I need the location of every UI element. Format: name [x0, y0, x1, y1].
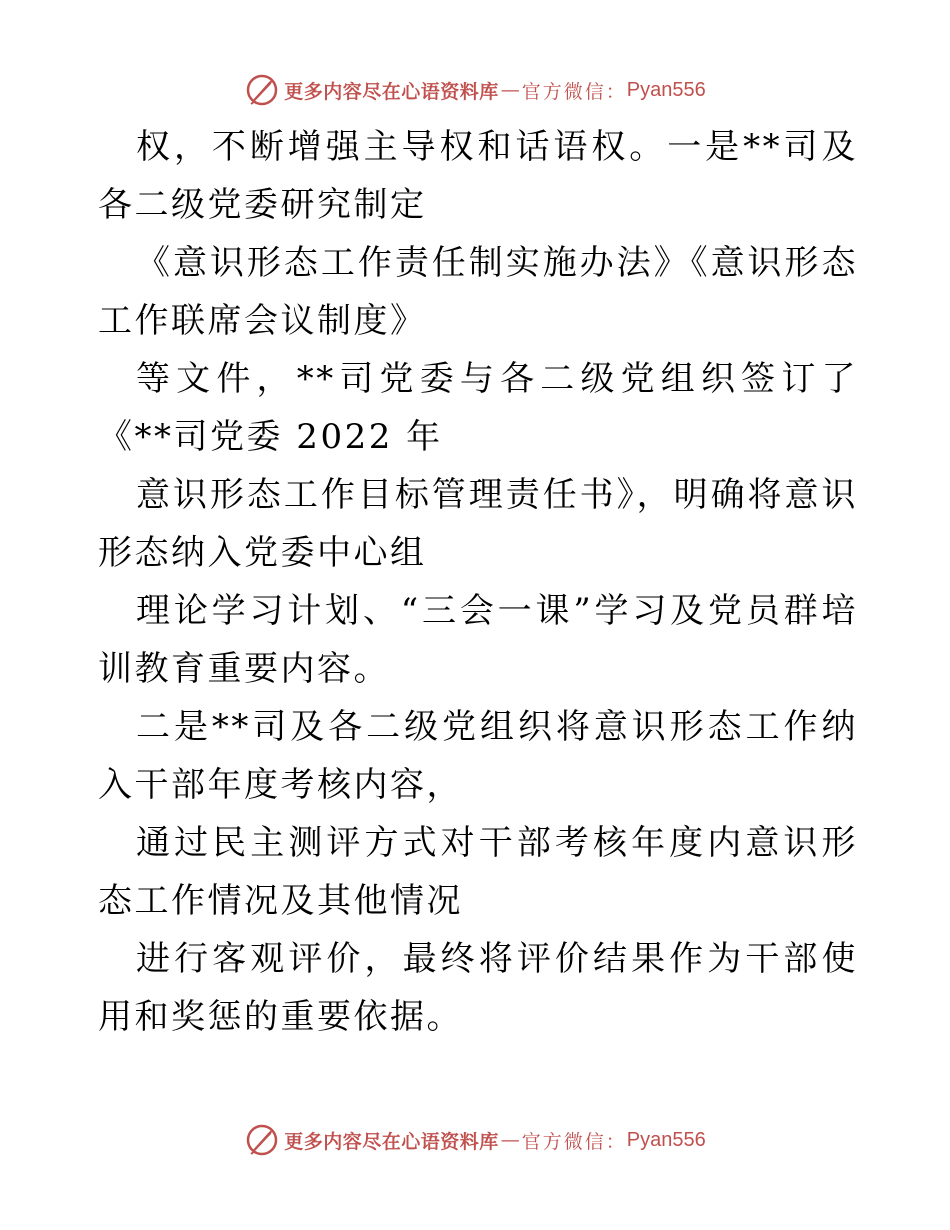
body-paragraph: 权，不断增强主导权和话语权。一是**司及各二级党委研究制定: [98, 127, 858, 225]
quill-pen-circle-icon: [244, 1122, 280, 1158]
header-separator: —: [500, 79, 520, 101]
footer-wechat-label: 官方微信：: [521, 1130, 627, 1153]
header-brand-text: 更多内容尽在心语资料库: [284, 80, 499, 103]
footer-brand-text: 更多内容尽在心语资料库: [284, 1130, 499, 1153]
body-paragraph: 二是**司及各二级党组织将意识形态工作纳入干部年度考核内容，: [98, 707, 858, 805]
body-paragraph: 意识形态工作目标管理责任书》，明确将意识形态纳入党委中心组: [98, 475, 858, 573]
body-paragraph: 进行客观评价，最终将评价结果作为干部使用和奖惩的重要依据。: [98, 939, 858, 1037]
footer-separator: —: [500, 1129, 520, 1151]
header-wechat-label: 官方微信：: [521, 80, 627, 103]
body-paragraph: 等文件，**司党委与各二级党组织签订了《**司党委 2022 年: [98, 359, 858, 457]
header-wechat-id: Pyan556: [626, 78, 706, 101]
body-paragraph: 通过民主测评方式对干部考核年度内意识形态工作情况及其他情况: [98, 823, 858, 921]
document-body: [98, 118, 858, 1046]
quill-pen-circle-icon: [244, 72, 280, 108]
footer-wechat-id: Pyan556: [626, 1128, 706, 1151]
header-banner: [0, 68, 950, 112]
body-paragraph: 理论学习计划、“三会一课”学习及党员群培训教育重要内容。: [98, 591, 858, 689]
body-paragraph: 《意识形态工作责任制实施办法》《意识形态工作联席会议制度》: [98, 243, 858, 341]
footer-banner: [0, 1118, 950, 1162]
